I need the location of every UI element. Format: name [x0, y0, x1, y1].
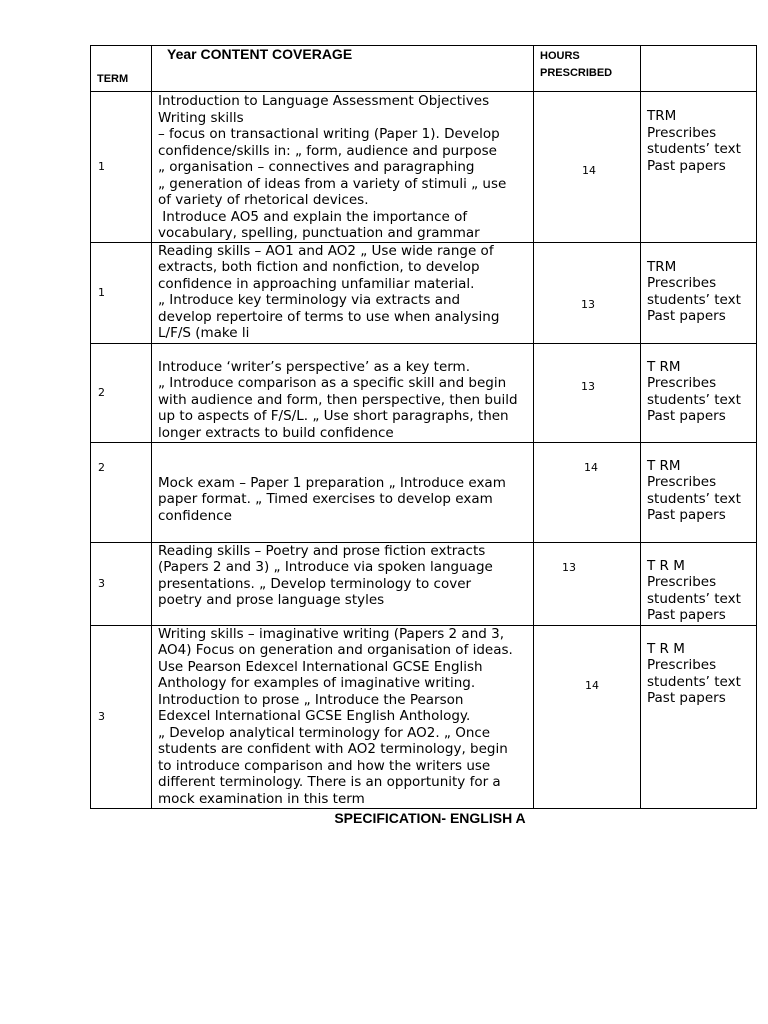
content-line: „ Develop analytical terminology for AO2. „ Once — [158, 724, 491, 741]
hours-value: 13 — [581, 297, 595, 311]
specification-title: SPECIFICATION- ENGLISH A — [334, 810, 526, 826]
content-line: students are confident with AO2 terminology, begin — [158, 741, 508, 757]
resource-line: Past papers — [647, 157, 726, 174]
row-resources — [641, 625, 757, 808]
resource-line: Past papers — [647, 308, 726, 324]
table-row — [91, 92, 757, 243]
row-resources — [641, 242, 757, 343]
resource-line: Past papers — [647, 507, 726, 523]
resource-line: Past papers — [647, 408, 726, 424]
row-content — [152, 442, 534, 542]
hours-value: 13 — [562, 560, 576, 574]
row-hours — [534, 442, 641, 542]
resource-line: Prescribes — [647, 275, 717, 291]
table-row — [91, 242, 757, 343]
row-term — [91, 442, 152, 542]
resource-line: TRM — [647, 258, 677, 275]
resource-line: Prescribes — [647, 474, 717, 490]
row-resources — [641, 442, 757, 542]
resource-line: Past papers — [647, 690, 726, 706]
content-line: with audience and form, then perspective, then build — [158, 391, 518, 408]
content-line: develop repertoire of terms to use when analysing — [158, 308, 500, 325]
table-row — [91, 542, 757, 625]
table-row — [91, 343, 757, 442]
resource-line: T RM — [647, 358, 681, 375]
content-line: mock examination in this term — [158, 790, 365, 807]
resource-line: students’ text — [647, 291, 741, 308]
row-term: 3 — [91, 542, 152, 625]
resource-line: T R M — [647, 557, 685, 574]
content-line: poetry and prose language styles — [158, 592, 385, 608]
content-coverage-table — [90, 45, 757, 809]
hours-value: 14 — [582, 164, 596, 177]
content-line: to introduce comparison and how the writers use — [158, 757, 491, 774]
content-line: Edexcel International GCSE English Anthology. — [158, 708, 471, 724]
resource-line: students’ text — [647, 141, 741, 157]
content-line: „ Introduce key terminology via extracts and — [158, 292, 461, 308]
resource-line: Prescribes — [647, 375, 717, 391]
resource-line: students’ text — [647, 590, 741, 607]
row-term-value: 2 — [98, 460, 105, 474]
content-line: Use Pearson Edexcel International GCSE English — [158, 658, 483, 675]
content-line: AO4) Focus on generation and organisation of ideas. — [158, 642, 513, 658]
content-line: Introduce ‘writer’s perspective’ as a key term. — [158, 358, 471, 375]
content-line: Writing skills — [158, 109, 244, 126]
row-hours — [534, 625, 641, 808]
resource-line: students’ text — [647, 673, 741, 690]
content-line: „ generation of ideas from a variety of stimuli „ use — [158, 175, 507, 192]
hours-value: 13 — [581, 379, 595, 393]
resource-line: TRM — [647, 108, 677, 124]
resource-line: students’ text — [647, 490, 741, 507]
resource-line: Prescribes — [647, 124, 717, 141]
content-line: Mock exam – Paper 1 preparation „ Introduce exam — [158, 474, 506, 491]
content-line: „ organisation – connectives and paragraphing — [158, 159, 475, 175]
content-line: „ Introduce comparison as a specific skill and begin — [158, 375, 507, 391]
content-line: paper format. „ Timed exercises to develop exam — [158, 491, 493, 507]
content-line: vocabulary, spelling, punctuation and grammar — [158, 225, 480, 241]
row-content — [152, 625, 534, 808]
content-line: Introduction to Language Assessment Objectives — [158, 93, 490, 109]
content-line: different terminology. There is an opportunity for a — [158, 774, 501, 790]
table-row — [91, 442, 757, 542]
content-line: up to aspects of F/S/L. „ Use short paragraphs, then — [158, 408, 509, 424]
row-content — [152, 343, 534, 442]
resource-line: T RM — [647, 457, 681, 474]
row-term: 2 — [91, 343, 152, 442]
row-resources — [641, 343, 757, 442]
row-hours — [534, 242, 641, 343]
row-resources — [641, 542, 757, 625]
resource-line: Past papers — [647, 607, 726, 623]
header-hours — [534, 46, 641, 92]
resource-line: Prescribes — [647, 574, 717, 590]
content-line: Reading skills – Poetry and prose fiction extracts — [158, 542, 486, 559]
row-term: 3 — [91, 625, 152, 808]
content-line: (Papers 2 and 3) „ Introduce via spoken language — [158, 559, 493, 575]
header-resources — [641, 46, 757, 92]
resource-line: T R M — [647, 640, 685, 657]
content-line: of variety of rhetorical devices. — [158, 192, 369, 208]
row-content — [152, 242, 534, 343]
row-resources — [641, 92, 757, 243]
row-content — [152, 542, 534, 625]
row-content — [152, 92, 534, 243]
content-line: Anthology for examples of imaginative writing. — [158, 675, 476, 691]
row-term: 1 — [91, 242, 152, 343]
header-hours-line1: HOURS — [540, 50, 580, 62]
row-hours — [534, 343, 641, 442]
hours-value: 14 — [584, 460, 598, 474]
content-line: confidence in approaching unfamiliar material. — [158, 275, 475, 292]
content-line: – focus on transactional writing (Paper 1). Develop — [158, 126, 500, 142]
content-line: presentations. „ Develop terminology to cover — [158, 575, 472, 592]
content-line: longer extracts to build confidence — [158, 424, 394, 441]
content-line: Writing skills – imaginative writing (Papers 2 and 3, — [158, 625, 505, 642]
content-line: extracts, both fiction and nonfiction, to develop — [158, 259, 480, 275]
header-title — [152, 46, 534, 92]
content-line: L/F/S (make li — [158, 325, 250, 341]
row-term: 1 — [91, 92, 152, 243]
hours-value: 14 — [585, 678, 599, 692]
table-row — [91, 625, 757, 808]
resource-line: Prescribes — [647, 657, 717, 673]
content-line: Introduction to prose „ Introduce the Pearson — [158, 691, 464, 708]
content-line: Reading skills – AO1 and AO2 „ Use wide range of — [158, 242, 494, 259]
row-hours — [534, 92, 641, 243]
header-term: TERM — [91, 46, 152, 92]
content-line: Introduce AO5 and explain the importance of — [158, 208, 468, 225]
content-line: confidence — [158, 507, 232, 524]
header-title-text: Year CONTENT COVERAGE — [167, 46, 353, 62]
content-line: confidence/skills in: „ form, audience and purpose — [158, 142, 497, 159]
resource-line: students’ text — [647, 391, 741, 408]
row-hours — [534, 542, 641, 625]
header-row — [91, 46, 757, 92]
header-hours-line2: PRESCRIBED — [540, 67, 613, 79]
